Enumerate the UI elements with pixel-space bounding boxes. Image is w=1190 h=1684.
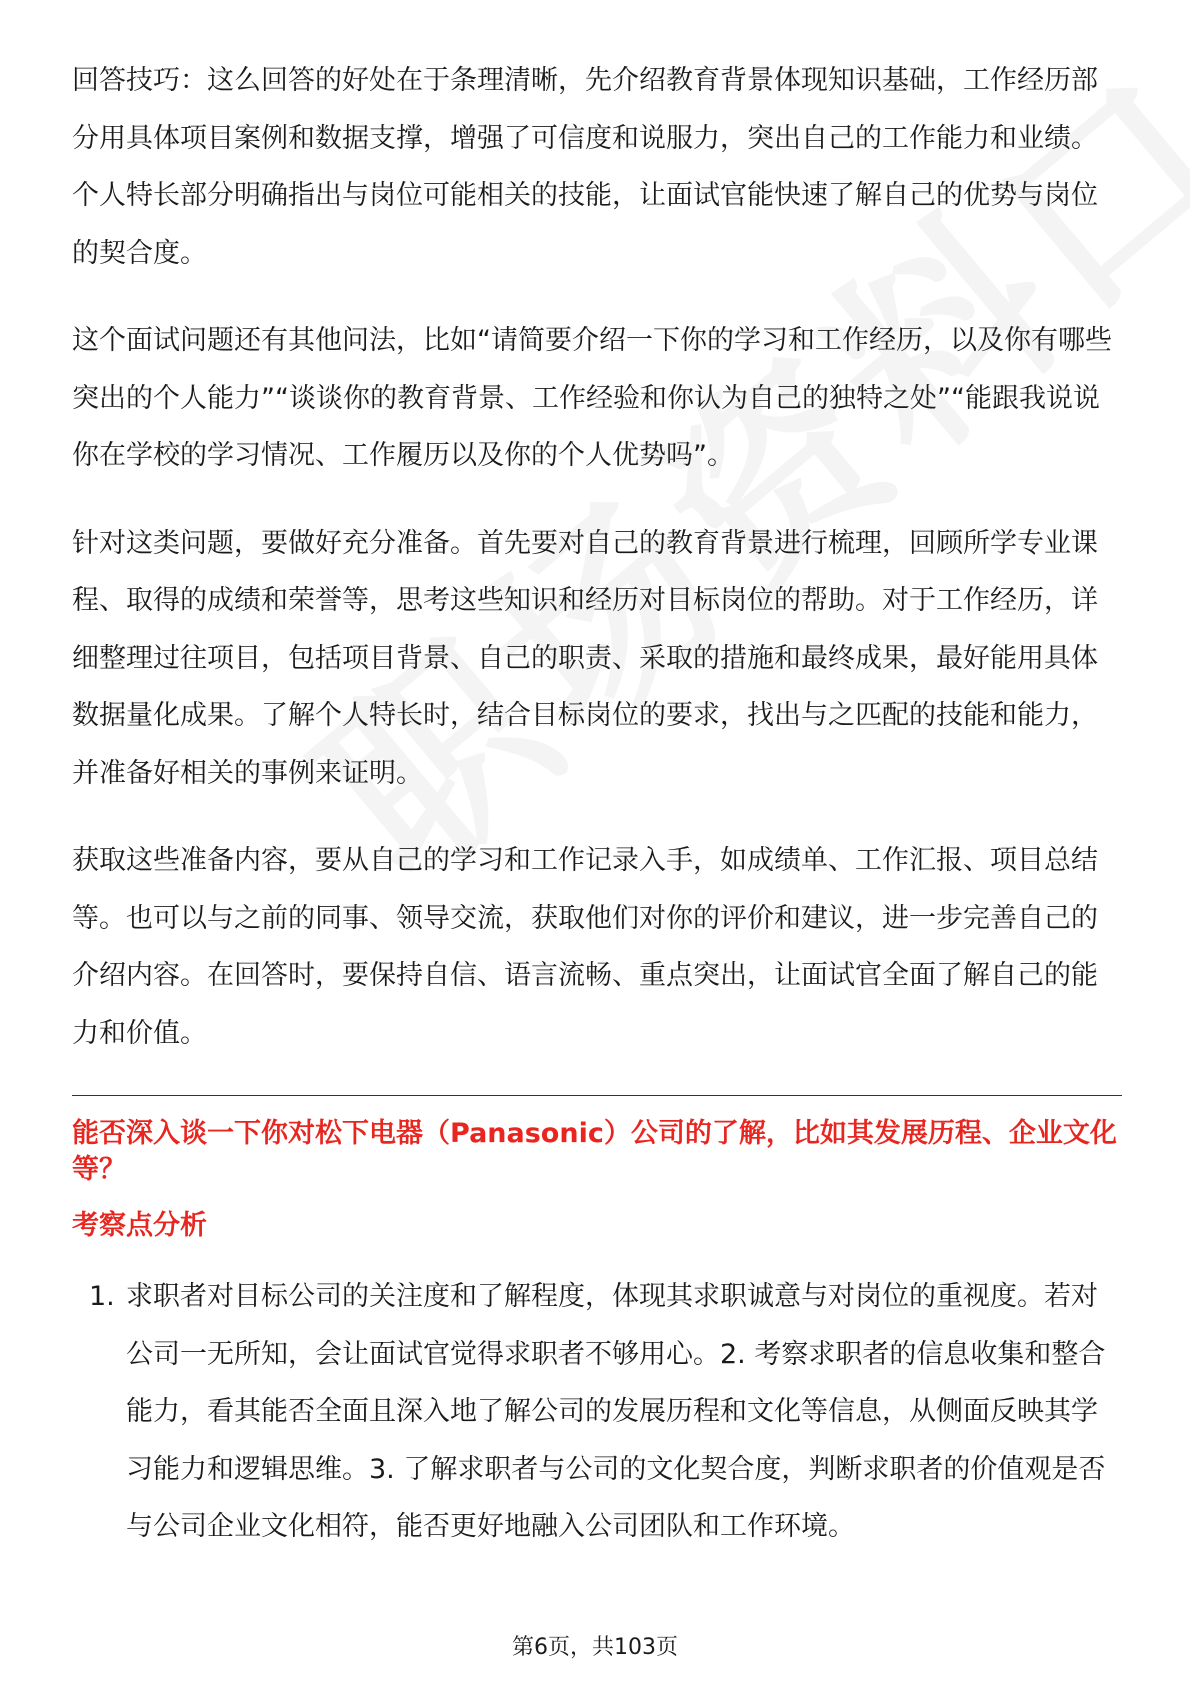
document-body xyxy=(72,52,1122,1556)
list-item-text: 求职者对目标公司的关注度和了解程度，体现其求职诚意与对岗位的重视度。若对公司一无所知，会让面试官觉得求职者不够用心。2. 考察求职者的信息收集和整合能力，看其能否全面且深入地了解公司的发展历程和文化等信息，从侧面反映其学习能力和逻辑思维。3. 了解求职者与公司的文化契合度，判断求职者的价值观是否与公司企业文化相符，能否更好地融入公司团队和工作环境。 xyxy=(126,1281,1106,1542)
list-item xyxy=(72,1268,1122,1556)
paragraph-alternate-questions: 这个面试问题还有其他问法，比如“请简要介绍一下你的学习和工作经历，以及你有哪些突出的个人能力”“谈谈你的教育背景、工作经验和你认为自己的独特之处”“能跟我说说你在学校的学习情况、工作履历以及你的个人优势吗”。 xyxy=(72,325,1112,471)
paragraph-answer-tips: 回答技巧：这么回答的好处在于条理清晰，先介绍教育背景体现知识基础，工作经历部分用具体项目案例和数据支撑，增强了可信度和说服力，突出自己的工作能力和业绩。个人特长部分明确指出与岗位可能相关的技能，让面试官能快速了解自己的优势与岗位的契合度。 xyxy=(72,65,1098,269)
paragraph-gathering-content: 获取这些准备内容，要从自己的学习和工作记录入手，如成绩单、工作汇报、项目总结等。也可以与之前的同事、领导交流，获取他们对你的评价和建议，进一步完善自己的介绍内容。在回答时，要保持自信、语言流畅、重点突出，让面试官全面了解自己的能力和价值。 xyxy=(72,845,1098,1049)
paragraph-preparation: 针对这类问题，要做好充分准备。首先要对自己的教育背景进行梳理，回顾所学专业课程、取得的成绩和荣誉等，思考这些知识和经历对目标岗位的帮助。对于工作经历，详细整理过往项目，包括项目背景、自己的职责、采取的措施和最终成果，最好能用具体数据量化成果。了解个人特长时，结合目标岗位的要求，找出与之匹配的技能和能力，并准备好相关的事例来证明。 xyxy=(72,527,1098,789)
analysis-list xyxy=(72,1268,1122,1556)
page-number: 第6页，共103页 xyxy=(512,1635,678,1660)
interview-question: 能否深入谈一下你对松下电器（Panasonic）公司的了解，比如其发展历程、企业文化等？ xyxy=(72,1118,1117,1185)
list-item-number: 1. xyxy=(89,1281,115,1312)
analysis-heading: 考察点分析 xyxy=(72,1210,207,1241)
section-divider xyxy=(72,1095,1122,1096)
